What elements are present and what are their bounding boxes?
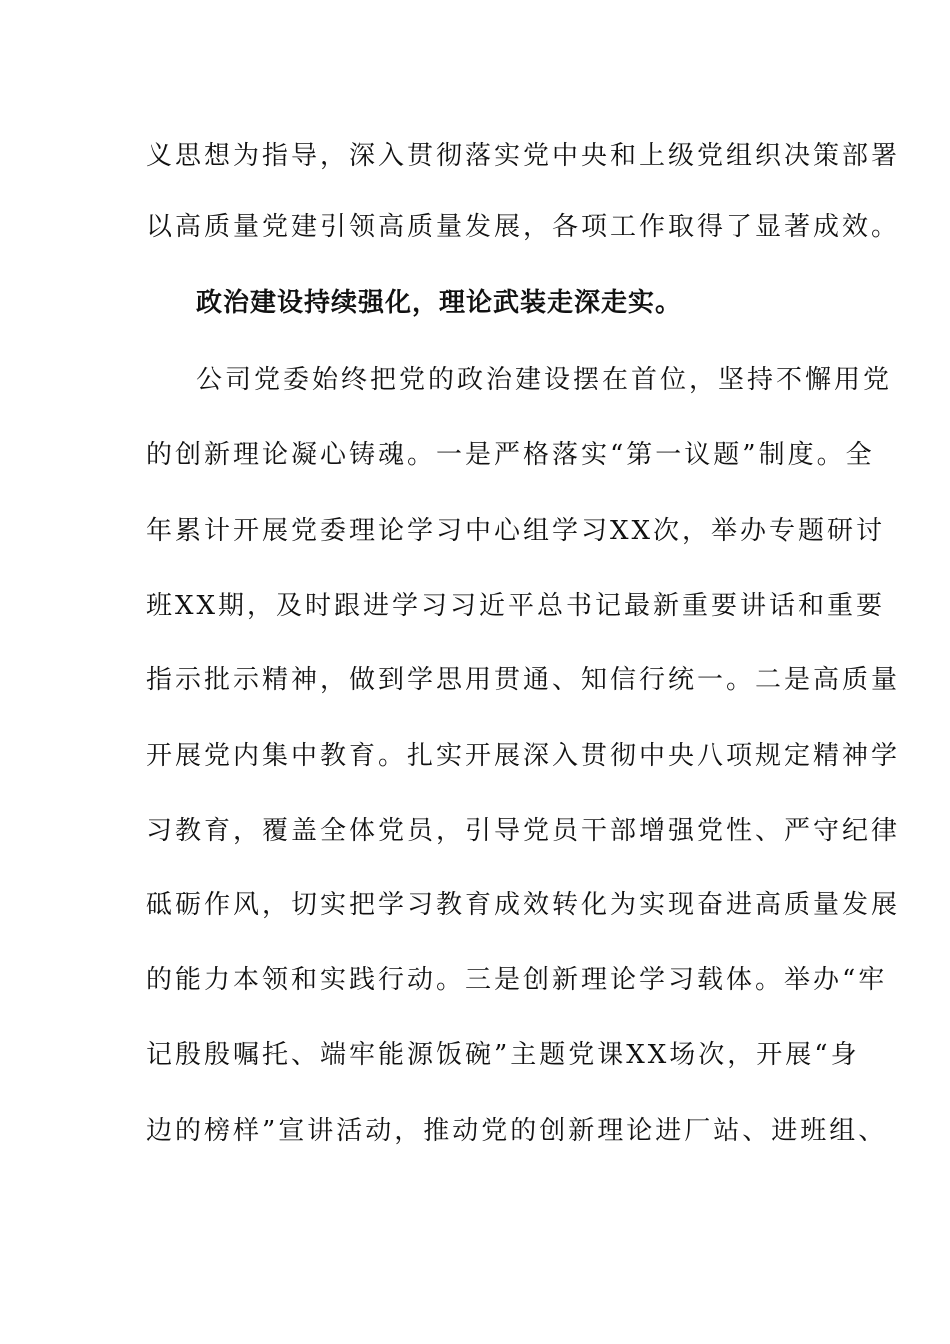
body-text-line: 边的榜样”宣讲活动，推动党的创新理论进厂站、进班组、 bbox=[146, 1116, 888, 1146]
body-text-line: 开展党内集中教育。扎实开展深入贯彻中央八项规定精神学 bbox=[146, 741, 901, 771]
body-text-line: 以高质量党建引领高质量发展，各项工作取得了显著成效。 bbox=[146, 212, 901, 242]
body-text-line: 义思想为指导，深入贯彻落实党中央和上级党组织决策部署 bbox=[146, 141, 901, 171]
body-text-line: 记殷殷嘱托、端牢能源饭碗”主题党课XX场次，开展“身 bbox=[146, 1040, 860, 1070]
paragraph-first-line: 公司党委始终把党的政治建设摆在首位，坚持不懈用党 bbox=[196, 365, 893, 395]
body-text-line: 习教育，覆盖全体党员，引导党员干部增强党性、严守纪律 bbox=[146, 816, 901, 846]
body-text-line: 班XX期，及时跟进学习习近平总书记最新重要讲话和重要 bbox=[146, 591, 886, 621]
section-heading: 政治建设持续强化，理论武装走深走实。 bbox=[196, 288, 683, 318]
body-text-line: 的能力本领和实践行动。三是创新理论学习载体。举办“牢 bbox=[146, 965, 888, 995]
body-text-line: 年累计开展党委理论学习中心组学习XX次，举办专题研讨 bbox=[146, 516, 886, 546]
body-text-line: 砥砺作风，切实把学习教育成效转化为实现奋进高质量发展 bbox=[146, 890, 901, 920]
body-text-line: 指示批示精神，做到学思用贯通、知信行统一。二是高质量 bbox=[146, 665, 901, 695]
body-text-line: 的创新理论凝心铸魂。一是严格落实“第一议题”制度。全 bbox=[146, 440, 875, 470]
